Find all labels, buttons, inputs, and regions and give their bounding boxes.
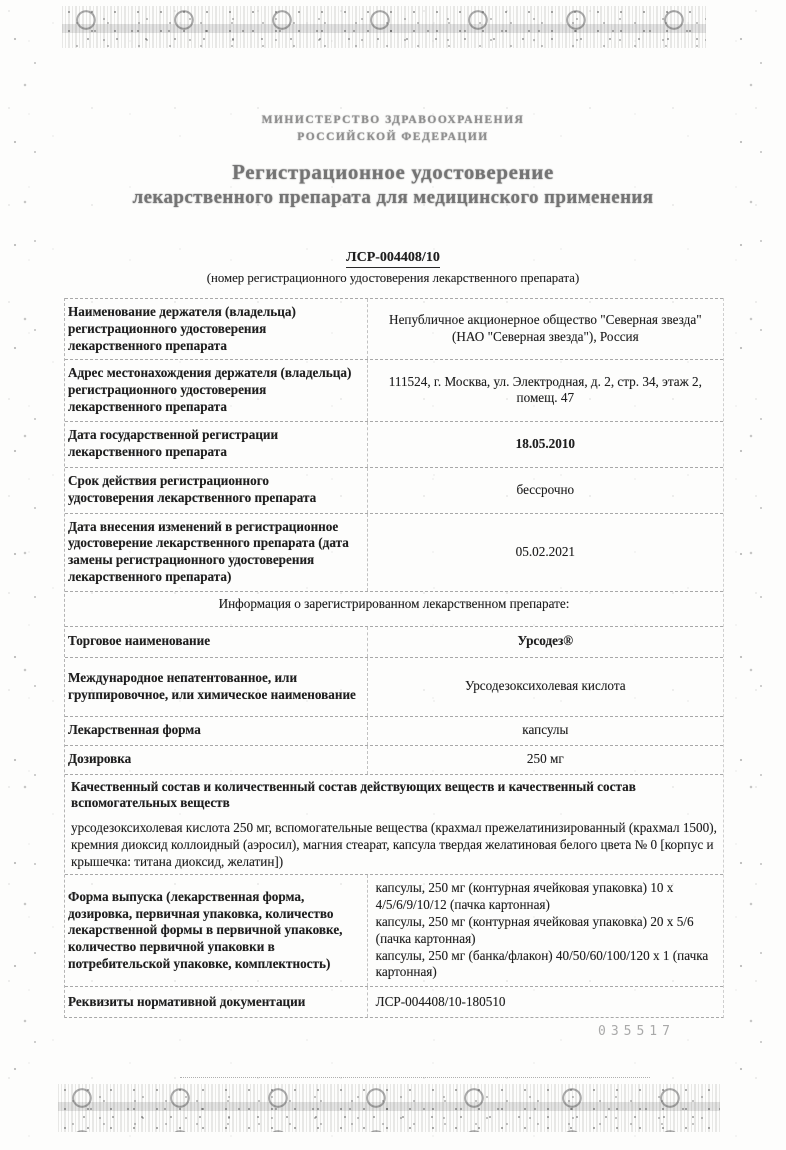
field-value: 250 мг xyxy=(526,751,564,767)
title-line-1: Регистрационное удостоверение xyxy=(232,160,554,184)
table-row-normative-docs xyxy=(65,986,723,1017)
table-row-dosage xyxy=(65,745,723,774)
field-value: 05.02.2021 xyxy=(515,543,575,559)
field-label: Форма выпуска (лекарственная форма, дозировка, первичная упаковка, количество лекарственной формы в первичной упаковке, количество первичной упаковки в потребительской упаковке, комплектность) xyxy=(65,875,368,986)
registration-number-block xyxy=(0,248,786,286)
registration-number-caption: (номер регистрационного удостоверения лекарственного препарата) xyxy=(206,271,580,285)
field-label: Дозировка xyxy=(65,746,368,774)
field-value: бессрочно xyxy=(516,481,575,497)
table-row-inn xyxy=(65,657,723,716)
info-heading: Информация о зарегистрированном лекарственном препарате: xyxy=(65,591,723,626)
top-ornament-border xyxy=(62,6,706,48)
bottom-ornament-border xyxy=(58,1084,720,1132)
field-value: 18.05.2010 xyxy=(515,435,575,451)
serial-number-stamp: 035517 xyxy=(598,1024,675,1039)
composition-text: урсодезоксихолевая кислота 250 мг, вспомогательные вещества (крахмал прежелатинизированный (крахмал 1500), кремния диоксид коллоидный (аэросил), магния стеарат, капсула твердая желатиновая белого цвета № 0 [корпус и крышечка: титана диоксид, желатин]) xyxy=(71,820,717,869)
table-row-address xyxy=(65,359,723,420)
ministry-header xyxy=(0,112,786,147)
ministry-line-1: МИНИСТЕРСТВО ЗДРАВООХРАНЕНИЯ xyxy=(261,114,525,126)
registration-number: ЛСР-004408/10 xyxy=(346,250,440,268)
document-title xyxy=(0,160,786,209)
title-line-2: лекарственного препарата для медицинского применения xyxy=(132,187,654,208)
field-label: Дата государственной регистрации лекарственного препарата xyxy=(65,422,368,467)
field-label: Реквизиты нормативной документации xyxy=(65,987,368,1017)
field-label: Срок действия регистрационного удостоверения лекарственного препарата xyxy=(65,468,368,513)
field-value: 111524, г. Москва, ул. Электродная, д. 2, стр. 34, этаж 2, помещ. 47 xyxy=(388,373,702,406)
field-label: Международное непатентованное, или группировочное, или химическое наименование xyxy=(65,658,368,716)
field-label: Торговое наименование xyxy=(65,627,368,657)
field-label: Дата внесения изменений в регистрационное удостоверение лекарственного препарата (дата замены регистрационного удостоверения лекарственного препарата) xyxy=(65,514,368,591)
field-value: капсулы xyxy=(522,722,569,738)
field-label: Адрес местонахождения держателя (владельца) регистрационного удостоверения лекарственного препарата xyxy=(65,360,368,420)
table-row-reg-date xyxy=(65,421,723,467)
table-row-trade-name xyxy=(65,626,723,657)
release-form-value: капсулы, 250 мг (банка/флакон) 40/50/60/100/120 х 1 (пачка картонная) xyxy=(375,947,709,980)
ministry-line-2: РОССИЙСКОЙ ФЕДЕРАЦИИ xyxy=(297,131,489,144)
field-value: Урсодезоксихолевая кислота xyxy=(465,678,626,694)
bottom-dotted-rule xyxy=(180,1077,650,1078)
field-label: Лекарственная форма xyxy=(65,717,368,745)
table-row-amendment-date xyxy=(65,513,723,591)
composition-heading: Качественный состав и количественный состав действующих веществ и качественный состав вспомогательных веществ xyxy=(65,774,723,817)
field-value: Непубличное акционерное общество "Северная звезда" (НАО "Северная звезда"), Россия xyxy=(389,312,702,345)
table-row-validity xyxy=(65,467,723,513)
release-form-values xyxy=(376,880,715,981)
field-value: Урсодез® xyxy=(517,633,574,649)
release-form-value: капсулы, 250 мг (контурная ячейковая упаковка) 20 х 5/6 (пачка картонная) xyxy=(375,914,694,946)
field-label: Наименование держателя (владельца) регистрационного удостоверения лекарственного препарата xyxy=(65,299,368,359)
table-row-release-form xyxy=(65,874,723,986)
table-row-dosage-form xyxy=(65,716,723,745)
certificate-table xyxy=(64,298,724,1018)
field-value xyxy=(368,875,723,986)
release-form-value: капсулы, 250 мг (контурная ячейковая упаковка) 10 х 4/5/6/9/10/12 (пачка картонная) xyxy=(375,880,674,913)
table-row-holder xyxy=(65,298,723,359)
field-value: ЛСР-004408/10-180510 xyxy=(375,993,506,1009)
